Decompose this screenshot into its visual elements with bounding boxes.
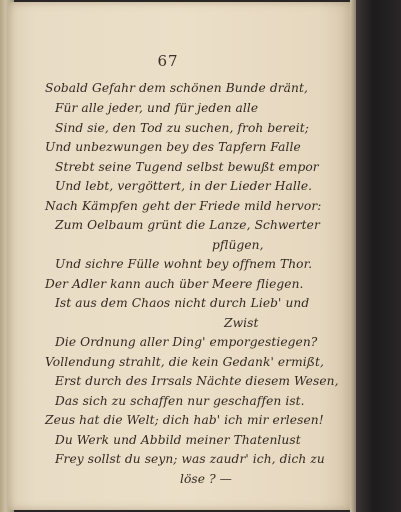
poem-line: Zeus hat die Welt; dich hab' ich mir erlesen! (45, 413, 324, 427)
poem-line: Sind sie, den Tod zu suchen, froh bereit; (55, 121, 310, 135)
poem-line: Erst durch des Irrsals Nächte diesem Wesen, (55, 374, 339, 388)
poem-line: Und lebt, vergöttert, in der Lieder Halle. (55, 179, 313, 193)
poem-line: löse ? — (180, 472, 232, 486)
poem-line: Zum Oelbaum grünt die Lanze, Schwerter (55, 218, 320, 232)
poem-line: Ist aus dem Chaos nicht durch Lieb' und (55, 296, 310, 310)
poem-line: Frey sollst du seyn; was zaudr' ich, dich zu (55, 452, 325, 466)
poem-line: Die Ordnung aller Ding' emporgestiegen? (55, 335, 318, 349)
poem-line: Und sichre Fülle wohnt bey offnem Thor. (55, 257, 313, 271)
poem-line: Sobald Gefahr dem schönen Bunde dränt, (45, 81, 308, 95)
poem-line: Du Werk und Abbild meiner Thatenlust (55, 433, 301, 447)
poem-line: Der Adler kann auch über Meere fliegen. (45, 277, 304, 291)
poem-line: Und unbezwungen bey des Tapfern Falle (45, 140, 301, 154)
poem-line: Vollendung strahlt, die kein Gedank' ermißt, (45, 355, 324, 369)
book-page (8, 2, 354, 510)
poem-line: Das sich zu schaffen nur geschaffen ist. (55, 394, 305, 408)
poem-line: Strebt seine Tugend selbst bewußt empor (55, 160, 319, 174)
poem-line: Für alle jeder, und für jeden alle (55, 101, 259, 115)
poem-line: pflügen, (212, 238, 264, 252)
poem-line: Nach Kämpfen geht der Friede mild hervor: (45, 199, 322, 213)
page-number: 67 (157, 52, 179, 70)
poem-line: Zwist (224, 316, 259, 330)
book-spine (356, 0, 401, 512)
